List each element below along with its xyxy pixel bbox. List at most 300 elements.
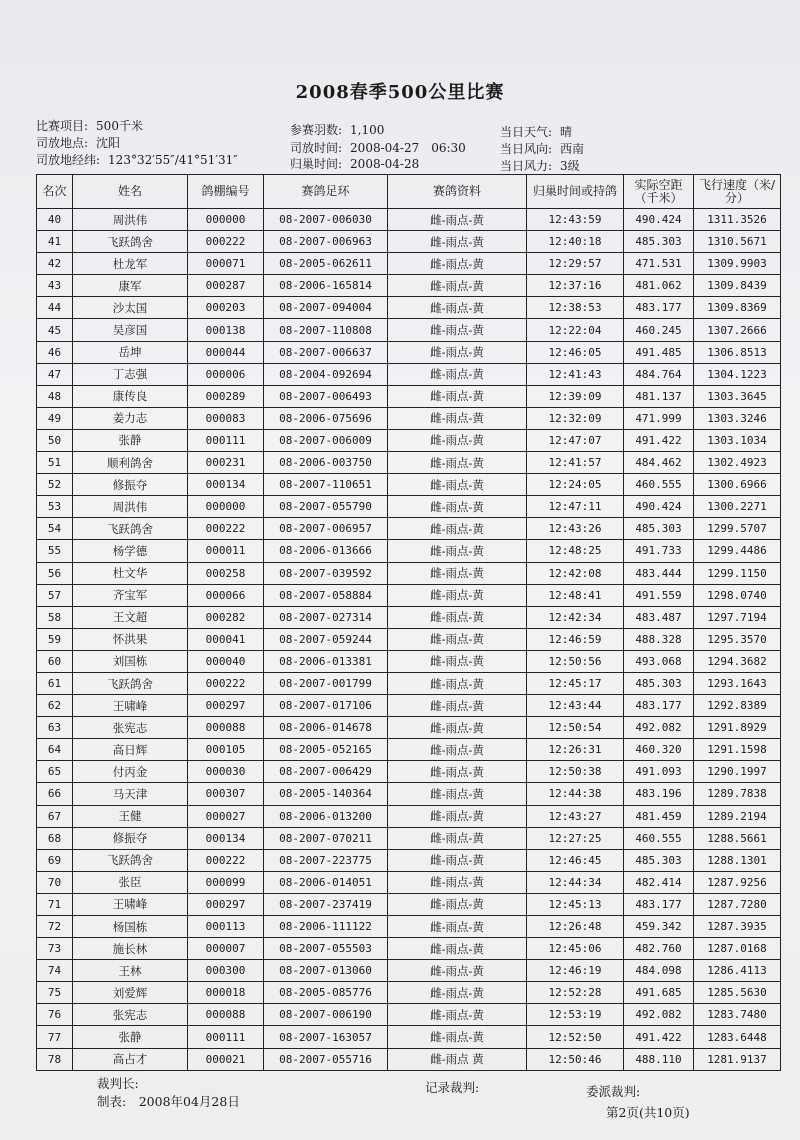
header-distance: 实际空距（千米） (624, 175, 694, 209)
release-time-label: 司放时间: (290, 141, 343, 155)
rank-cell: 69 (37, 849, 73, 871)
table-row (37, 319, 781, 341)
speed-cell: 1299.5707 (694, 518, 781, 540)
wind-force-value: 3级 (560, 159, 580, 173)
rank-cell: 77 (37, 1026, 73, 1048)
rank-cell: 47 (37, 363, 73, 385)
rank-cell: 59 (37, 628, 73, 650)
ring-cell: 08-2007-006493 (264, 385, 388, 407)
loft-cell: 000134 (188, 474, 264, 496)
table-row (37, 209, 781, 231)
info-cell: 雌-雨点-黄 (388, 385, 527, 407)
speed-cell: 1288.5661 (694, 827, 781, 849)
table-row (37, 893, 781, 915)
time-cell: 12:43:59 (527, 209, 624, 231)
info-cell: 雌-雨点-黄 (388, 761, 527, 783)
info-cell: 雌-雨点-黄 (388, 407, 527, 429)
rank-cell: 42 (37, 253, 73, 275)
info-cell: 雌-雨点-黄 (388, 783, 527, 805)
table-row (37, 474, 781, 496)
rank-cell: 70 (37, 871, 73, 893)
table-row (37, 297, 781, 319)
rank-cell: 54 (37, 518, 73, 540)
ring-cell: 08-2006-014678 (264, 717, 388, 739)
header-info: 赛鸽资料 (388, 175, 527, 209)
table-row (37, 1026, 781, 1048)
time-cell: 12:52:28 (527, 982, 624, 1004)
name-cell: 沙太国 (73, 297, 188, 319)
table-row (37, 429, 781, 451)
speed-cell: 1289.7838 (694, 783, 781, 805)
rank-cell: 50 (37, 429, 73, 451)
time-cell: 12:46:45 (527, 849, 624, 871)
info-cell: 雌-雨点-黄 (388, 474, 527, 496)
name-cell: 飞跃鸽舍 (73, 518, 188, 540)
ring-cell: 08-2006-075696 (264, 407, 388, 429)
loft-cell: 000203 (188, 297, 264, 319)
time-cell: 12:53:19 (527, 1004, 624, 1026)
name-cell: 刘国栋 (73, 650, 188, 672)
info-cell: 雌-雨点-黄 (388, 496, 527, 518)
distance-cell: 493.068 (624, 650, 694, 672)
distance-cell: 460.555 (624, 827, 694, 849)
ring-cell: 08-2006-003750 (264, 452, 388, 474)
distance-cell: 459.342 (624, 916, 694, 938)
rank-cell: 72 (37, 916, 73, 938)
name-cell: 周洪伟 (73, 209, 188, 231)
time-cell: 12:29:57 (527, 253, 624, 275)
distance-cell: 482.414 (624, 871, 694, 893)
speed-cell: 1307.2666 (694, 319, 781, 341)
speed-cell: 1306.8513 (694, 341, 781, 363)
distance-cell: 484.462 (624, 452, 694, 474)
loft-cell: 000222 (188, 849, 264, 871)
speed-cell: 1303.1034 (694, 429, 781, 451)
loft-cell: 000011 (188, 540, 264, 562)
name-cell: 马天津 (73, 783, 188, 805)
wind-direction-label: 当日风向: (500, 142, 553, 156)
ring-cell: 08-2007-223775 (264, 849, 388, 871)
time-cell: 12:50:56 (527, 650, 624, 672)
time-cell: 12:24:05 (527, 474, 624, 496)
distance-cell: 485.303 (624, 231, 694, 253)
name-cell: 王文超 (73, 606, 188, 628)
rank-cell: 75 (37, 982, 73, 1004)
ring-cell: 08-2007-006190 (264, 1004, 388, 1026)
loft-cell: 000027 (188, 805, 264, 827)
weather-label: 当日天气: (500, 125, 553, 139)
rank-cell: 76 (37, 1004, 73, 1026)
ring-cell: 08-2007-110651 (264, 474, 388, 496)
info-cell: 雌-雨点-黄 (388, 849, 527, 871)
ring-cell: 08-2005-062611 (264, 253, 388, 275)
info-cell: 雌-雨点-黄 (388, 717, 527, 739)
info-cell: 雌-雨点-黄 (388, 429, 527, 451)
info-cell: 雌-雨点-黄 (388, 231, 527, 253)
distance-cell: 460.555 (624, 474, 694, 496)
ring-cell: 08-2007-070211 (264, 827, 388, 849)
loft-cell: 000300 (188, 960, 264, 982)
loft-cell: 000021 (188, 1048, 264, 1070)
distance-cell: 492.082 (624, 1004, 694, 1026)
loft-cell: 000134 (188, 827, 264, 849)
name-cell: 杨国栋 (73, 916, 188, 938)
rank-cell: 40 (37, 209, 73, 231)
name-cell: 王健 (73, 805, 188, 827)
time-cell: 12:46:05 (527, 341, 624, 363)
speed-cell: 1287.7280 (694, 893, 781, 915)
return-time-value: 2008-04-28 (350, 157, 420, 171)
delegate-label: 委派裁判: (586, 1084, 641, 1099)
ring-cell: 08-2005-140364 (264, 783, 388, 805)
loft-cell: 000287 (188, 275, 264, 297)
header-loft: 鸽棚编号 (188, 175, 264, 209)
name-cell: 杜龙军 (73, 253, 188, 275)
release-time-value: 2008-04-27 06:30 (350, 141, 466, 155)
info-cell: 雌-雨点-黄 (388, 253, 527, 275)
speed-cell: 1299.1150 (694, 562, 781, 584)
table-row (37, 805, 781, 827)
info-cell: 雌-雨点-黄 (388, 938, 527, 960)
ring-cell: 08-2007-055503 (264, 938, 388, 960)
table-row (37, 916, 781, 938)
distance-cell: 460.245 (624, 319, 694, 341)
name-cell: 刘爱辉 (73, 982, 188, 1004)
distance-cell: 481.062 (624, 275, 694, 297)
rank-cell: 74 (37, 960, 73, 982)
ring-cell: 08-2007-006009 (264, 429, 388, 451)
rank-cell: 63 (37, 717, 73, 739)
weather-info (500, 123, 572, 140)
ring-cell: 08-2007-237419 (264, 893, 388, 915)
distance-cell: 491.093 (624, 761, 694, 783)
rank-cell: 53 (37, 496, 73, 518)
rank-cell: 68 (37, 827, 73, 849)
distance-cell: 484.098 (624, 960, 694, 982)
name-cell: 杨学德 (73, 540, 188, 562)
ring-cell: 08-2007-027314 (264, 606, 388, 628)
ring-cell: 08-2006-014051 (264, 871, 388, 893)
distance-cell: 483.177 (624, 893, 694, 915)
rank-cell: 64 (37, 739, 73, 761)
time-cell: 12:43:27 (527, 805, 624, 827)
info-cell: 雌-雨点-黄 (388, 871, 527, 893)
time-cell: 12:47:07 (527, 429, 624, 451)
speed-cell: 1309.8369 (694, 297, 781, 319)
info-cell: 雌-雨点-黄 (388, 827, 527, 849)
rank-cell: 66 (37, 783, 73, 805)
speed-cell: 1292.8389 (694, 695, 781, 717)
rank-cell: 51 (37, 452, 73, 474)
table-row (37, 938, 781, 960)
name-cell: 张静 (73, 1026, 188, 1048)
table-header-row (37, 175, 781, 209)
speed-cell: 1303.3645 (694, 385, 781, 407)
table-row (37, 452, 781, 474)
ring-cell: 08-2006-111122 (264, 916, 388, 938)
distance-cell: 491.733 (624, 540, 694, 562)
time-cell: 12:42:34 (527, 606, 624, 628)
loft-cell: 000231 (188, 452, 264, 474)
speed-cell: 1303.3246 (694, 407, 781, 429)
rank-cell: 65 (37, 761, 73, 783)
table-row (37, 650, 781, 672)
info-cell: 雌-雨点-黄 (388, 916, 527, 938)
loft-cell: 000007 (188, 938, 264, 960)
info-cell: 雌-雨点-黄 (388, 695, 527, 717)
table-row (37, 540, 781, 562)
time-cell: 12:26:31 (527, 739, 624, 761)
time-cell: 12:22:04 (527, 319, 624, 341)
ring-cell: 08-2005-085776 (264, 982, 388, 1004)
ring-cell: 08-2007-059244 (264, 628, 388, 650)
name-cell: 王林 (73, 960, 188, 982)
distance-cell: 485.303 (624, 672, 694, 694)
time-cell: 12:48:41 (527, 584, 624, 606)
name-cell: 王啸峰 (73, 893, 188, 915)
name-cell: 飞跃鸽舍 (73, 849, 188, 871)
rank-cell: 45 (37, 319, 73, 341)
ring-cell: 08-2007-163057 (264, 1026, 388, 1048)
ring-cell: 08-2007-006637 (264, 341, 388, 363)
time-cell: 12:47:11 (527, 496, 624, 518)
info-cell: 雌-雨点-黄 (388, 341, 527, 363)
rank-cell: 56 (37, 562, 73, 584)
loft-cell: 000099 (188, 871, 264, 893)
distance-cell: 481.459 (624, 805, 694, 827)
name-cell: 修振夺 (73, 474, 188, 496)
header-time: 归巢时间或持鸽 (527, 175, 624, 209)
table-row (37, 672, 781, 694)
ring-cell: 08-2007-094004 (264, 297, 388, 319)
info-cell: 雌-雨点-黄 (388, 960, 527, 982)
time-cell: 12:39:09 (527, 385, 624, 407)
table-row (37, 783, 781, 805)
loft-cell: 000044 (188, 341, 264, 363)
time-cell: 12:45:06 (527, 938, 624, 960)
name-cell: 王啸峰 (73, 695, 188, 717)
distance-cell: 483.177 (624, 297, 694, 319)
table-row (37, 1004, 781, 1026)
distance-cell: 483.196 (624, 783, 694, 805)
time-cell: 12:48:25 (527, 540, 624, 562)
time-cell: 12:32:09 (527, 407, 624, 429)
header-ring: 赛鸽足环 (264, 175, 388, 209)
location-value: 沈阳 (96, 136, 121, 150)
rank-cell: 67 (37, 805, 73, 827)
distance-cell: 485.303 (624, 518, 694, 540)
loft-cell: 000083 (188, 407, 264, 429)
speed-cell: 1293.1643 (694, 672, 781, 694)
name-cell: 张宪志 (73, 1004, 188, 1026)
distance-cell: 485.303 (624, 849, 694, 871)
loft-cell: 000071 (188, 253, 264, 275)
table-row (37, 584, 781, 606)
loft-cell: 000289 (188, 385, 264, 407)
count-label: 参赛羽数: (290, 123, 343, 137)
table-row (37, 982, 781, 1004)
speed-cell: 1295.3570 (694, 628, 781, 650)
location-info (36, 134, 120, 151)
loft-cell: 000040 (188, 650, 264, 672)
time-cell: 12:42:08 (527, 562, 624, 584)
ring-cell: 08-2007-110808 (264, 319, 388, 341)
distance-cell: 488.110 (624, 1048, 694, 1070)
table-row (37, 385, 781, 407)
time-cell: 12:26:48 (527, 916, 624, 938)
project-label: 比赛项目: (36, 119, 89, 133)
name-cell: 康军 (73, 275, 188, 297)
ring-cell: 08-2007-006030 (264, 209, 388, 231)
loft-cell: 000000 (188, 209, 264, 231)
name-cell: 高占才 (73, 1048, 188, 1070)
name-cell: 吴彦国 (73, 319, 188, 341)
count-value: 1,100 (350, 123, 385, 137)
rank-cell: 41 (37, 231, 73, 253)
coords-value: 123°32′55″/41°51′31″ (108, 153, 238, 167)
table-row (37, 253, 781, 275)
recorder-label: 记录裁判: (425, 1080, 480, 1095)
loft-cell: 000111 (188, 429, 264, 451)
return-time-info (290, 155, 419, 172)
loft-cell: 000222 (188, 518, 264, 540)
coords-info (36, 151, 238, 168)
speed-cell: 1290.1997 (694, 761, 781, 783)
rank-cell: 52 (37, 474, 73, 496)
name-cell: 康传良 (73, 385, 188, 407)
ring-cell: 08-2007-006963 (264, 231, 388, 253)
table-row (37, 407, 781, 429)
info-cell: 雌-雨点-黄 (388, 805, 527, 827)
speed-cell: 1283.7480 (694, 1004, 781, 1026)
table-row (37, 518, 781, 540)
results-table (36, 174, 781, 1071)
name-cell: 岳坤 (73, 341, 188, 363)
table-row (37, 739, 781, 761)
rank-cell: 71 (37, 893, 73, 915)
loft-cell: 000000 (188, 496, 264, 518)
distance-cell: 491.485 (624, 341, 694, 363)
loft-cell: 000111 (188, 1026, 264, 1048)
header-name: 姓名 (73, 175, 188, 209)
loft-cell: 000066 (188, 584, 264, 606)
distance-cell: 490.424 (624, 209, 694, 231)
distance-cell: 491.559 (624, 584, 694, 606)
loft-cell: 000138 (188, 319, 264, 341)
info-cell: 雌-雨点-黄 (388, 363, 527, 385)
name-cell: 丁志强 (73, 363, 188, 385)
speed-cell: 1288.1301 (694, 849, 781, 871)
time-cell: 12:50:54 (527, 717, 624, 739)
time-cell: 12:37:16 (527, 275, 624, 297)
ring-cell: 08-2005-052165 (264, 739, 388, 761)
header-rank: 名次 (37, 175, 73, 209)
name-cell: 张宪志 (73, 717, 188, 739)
speed-cell: 1311.3526 (694, 209, 781, 231)
speed-cell: 1291.1598 (694, 739, 781, 761)
info-cell: 雌-雨点-黄 (388, 606, 527, 628)
loft-cell: 000041 (188, 628, 264, 650)
info-cell: 雌-雨点-黄 (388, 297, 527, 319)
project-info (36, 117, 143, 134)
table-row (37, 562, 781, 584)
speed-cell: 1310.5671 (694, 231, 781, 253)
rank-cell: 58 (37, 606, 73, 628)
speed-cell: 1299.4486 (694, 540, 781, 562)
distance-cell: 490.424 (624, 496, 694, 518)
speed-cell: 1283.6448 (694, 1026, 781, 1048)
info-cell: 雌-雨点-黄 (388, 540, 527, 562)
speed-cell: 1304.1223 (694, 363, 781, 385)
table-row (37, 275, 781, 297)
time-cell: 12:44:34 (527, 871, 624, 893)
table-row (37, 496, 781, 518)
speed-cell: 1287.9256 (694, 871, 781, 893)
time-cell: 12:43:26 (527, 518, 624, 540)
time-cell: 12:41:57 (527, 452, 624, 474)
table-row (37, 231, 781, 253)
loft-cell: 000088 (188, 717, 264, 739)
loft-cell: 000113 (188, 916, 264, 938)
loft-cell: 000030 (188, 761, 264, 783)
table-body (37, 209, 781, 1071)
time-cell: 12:52:50 (527, 1026, 624, 1048)
loft-cell: 000088 (188, 1004, 264, 1026)
ring-cell: 08-2006-165814 (264, 275, 388, 297)
rank-cell: 48 (37, 385, 73, 407)
info-cell: 雌-雨点-黄 (388, 1004, 527, 1026)
loft-cell: 000258 (188, 562, 264, 584)
table-row (37, 849, 781, 871)
table-row (37, 695, 781, 717)
info-cell: 雌-雨点-黄 (388, 1026, 527, 1048)
speed-cell: 1286.4113 (694, 960, 781, 982)
rank-cell: 73 (37, 938, 73, 960)
time-cell: 12:50:46 (527, 1048, 624, 1070)
time-cell: 12:45:13 (527, 893, 624, 915)
name-cell: 齐宝军 (73, 584, 188, 606)
ring-cell: 08-2006-013666 (264, 540, 388, 562)
loft-cell: 000105 (188, 739, 264, 761)
distance-cell: 471.531 (624, 253, 694, 275)
name-cell: 修振夺 (73, 827, 188, 849)
rank-cell: 78 (37, 1048, 73, 1070)
ring-cell: 08-2006-013381 (264, 650, 388, 672)
table-row (37, 606, 781, 628)
distance-cell: 482.760 (624, 938, 694, 960)
speed-cell: 1309.9903 (694, 253, 781, 275)
name-cell: 飞跃鸽舍 (73, 672, 188, 694)
distance-cell: 491.685 (624, 982, 694, 1004)
ring-cell: 08-2007-058884 (264, 584, 388, 606)
time-cell: 12:43:44 (527, 695, 624, 717)
speed-cell: 1300.2271 (694, 496, 781, 518)
speed-cell: 1281.9137 (694, 1048, 781, 1070)
speed-cell: 1302.4923 (694, 452, 781, 474)
time-cell: 12:46:19 (527, 960, 624, 982)
ring-cell: 08-2007-039592 (264, 562, 388, 584)
speed-cell: 1298.0740 (694, 584, 781, 606)
rank-cell: 49 (37, 407, 73, 429)
time-cell: 12:27:25 (527, 827, 624, 849)
rank-cell: 46 (37, 341, 73, 363)
info-cell: 雌-雨点-黄 (388, 739, 527, 761)
weather-value: 晴 (560, 125, 573, 139)
distance-cell: 491.422 (624, 1026, 694, 1048)
time-cell: 12:40:18 (527, 231, 624, 253)
table-row (37, 827, 781, 849)
ring-cell: 08-2006-013200 (264, 805, 388, 827)
